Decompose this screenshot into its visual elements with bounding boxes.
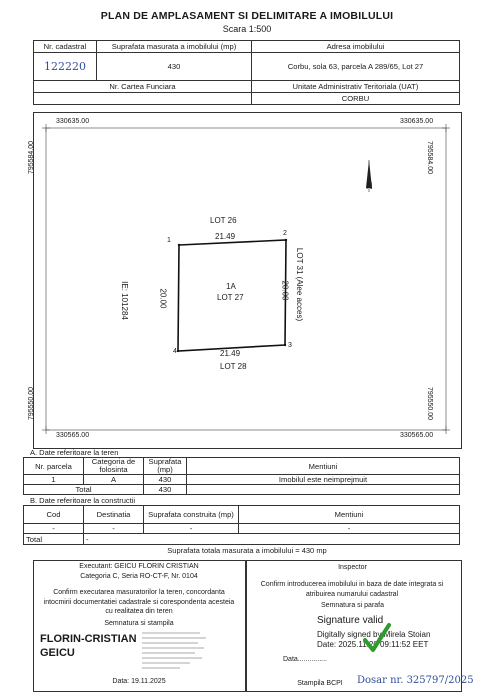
vertex-3: 3 [288,342,292,349]
vertex-2: 2 [283,230,287,237]
section-b-header: Suprafata construita (mp) [144,506,239,524]
vertex-4: 4 [173,348,177,355]
stamp-label: Stampila BCPI [297,680,343,687]
table-cell: 430 [144,475,187,485]
table-cell: - [24,524,84,534]
lot-left-label: IE: 101284 [119,281,129,320]
dosar-number: Dosar nr. 325797/2025 [357,675,474,686]
coord-right-top: 795584.00 [426,140,434,175]
coord-right-bottom: 795550.00 [426,386,434,421]
lot-bottom-label: LOT 28 [220,362,247,371]
table-cell: A [84,475,144,485]
executant-sign-label: Semnatura si stampila [104,620,174,627]
uat-label: Unitate Administrativ Teritoriala (UAT) [252,81,460,93]
dim-right: 20.00 [280,280,290,301]
executant-signature-name: FLORIN-CRISTIAN GEICU [40,633,137,659]
section-a-header: Nr. parcela [24,458,84,475]
table-cell: - [239,524,460,534]
total-area: Suprafata totala masurata a imobilului = 430 mp [167,546,327,555]
adresa-label: Adresa imobilului [252,41,460,53]
coord-bottom-left: 330565.00 [56,432,90,439]
dim-left: 20.00 [158,288,168,309]
section-a-header: Suprafata (mp) [144,458,187,475]
section-b-table [23,505,460,545]
inspector-data-label: Data............... [283,656,327,663]
north-label: N [366,181,373,191]
signed-by: Digitally signed by Mirela Stoian [317,630,431,639]
executant-category: Categoria C, Seria RO-CT-F, Nr. 0104 [80,573,198,580]
uat-value: CORBU [252,93,460,105]
section-b-title: B. Date referitoare la constructii [30,496,136,505]
page-title: PLAN DE AMPLASAMENT SI DELIMITARE A IMOBILULUI [100,10,394,22]
inspector-title: Inspector [338,564,367,571]
section-b-header: Cod [24,506,84,524]
table-cell: - [84,524,144,534]
carte-funciara-label: Nr. Cartea Funciara [34,81,252,93]
executant-name: Executant: GEICU FLORIN CRISTIAN [79,563,199,570]
table-cell: - [144,524,239,534]
dim-bottom: 21.49 [220,349,241,358]
inspector-confirm: Confirm introducerea imobilului in baza de date integrata si atribuirea numarului cadastral [260,581,444,598]
signature-valid: Signature valid [317,615,384,626]
coord-left-bottom: 795550.00 [28,386,36,421]
section-a-title: A. Date referitoare la teren [30,448,119,457]
coord-left-top: 795584.00 [28,140,36,175]
coord-top-left: 330635.00 [56,118,90,125]
scale-label: Scara 1:500 [222,24,272,34]
nr-cadastral-value: 122220 [34,53,97,81]
section-a-header: Mentiuni [187,458,460,475]
dim-top: 21.49 [215,232,236,241]
signed-date: Date: 2025.11.20 09:11:52 EET [317,640,429,649]
section-b-total-value: - [84,534,460,545]
section-a-header: Categoria de folosinta [84,458,144,475]
lot-top-label: LOT 26 [210,216,237,225]
section-b-header: Destinatia [84,506,144,524]
suprafata-value: 430 [97,53,252,81]
section-b-total-label: Total [24,534,84,545]
digital-signature-stamp [140,628,210,670]
inspector-sign-label: Semnatura si parafa [320,602,385,609]
coord-top-right: 330635.00 [400,118,434,125]
corner-marks [42,124,450,434]
lot-right-label: LOT 31 (Alee acces) [295,247,305,322]
nr-cadastral-label: Nr. cadastral [34,41,97,53]
table-cell: 1 [24,475,84,485]
adresa-value: Corbu, sola 63, parcela A 289/65, Lot 27 [252,53,460,81]
section-a-total-value: 430 [144,485,187,495]
parcel-name: 1A [226,282,236,291]
coord-bottom-right: 330565.00 [400,432,434,439]
section-b-header: Mentiuni [239,506,460,524]
table-cell: Imobilul este neimprejmuit [187,475,460,485]
checkmark-icon [362,622,392,654]
section-a-table [23,457,460,495]
parcel-lot: LOT 27 [217,293,244,302]
vertex-1: 1 [167,237,171,244]
coordinate-frame [46,128,446,430]
executant-date: Data: 19.11.2025 [112,678,166,685]
suprafata-label: Suprafata masurata a imobilului (mp) [97,41,252,53]
section-a-total-label: Total [24,485,144,495]
executant-confirm: Confirm executarea masuratorilor la teren, concordanta intocmirii documentatiei cadastrale si corespondenta acesteia cu realitatea din teren [43,589,235,615]
